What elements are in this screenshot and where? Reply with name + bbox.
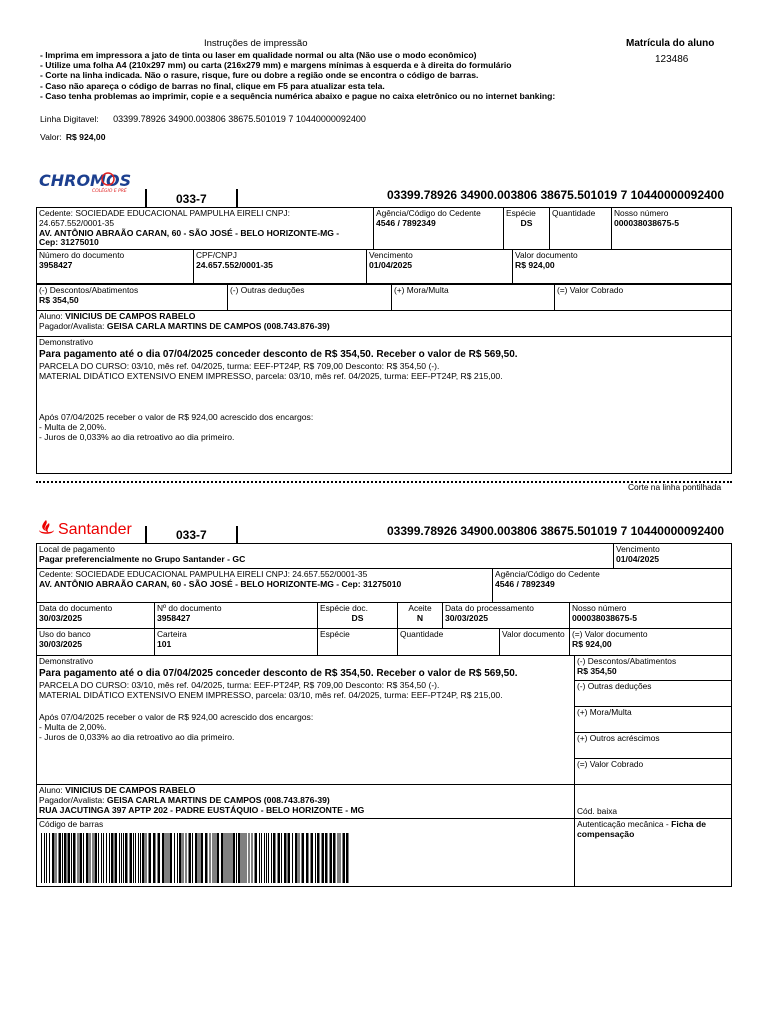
ficha-uso-banco	[37, 629, 155, 656]
recibo-demonstrativo	[36, 336, 732, 474]
value: 4546 / 7892349	[495, 578, 555, 589]
label: Quantidade	[552, 208, 596, 218]
ficha-especie-doc	[318, 603, 398, 629]
label: Vencimento	[369, 250, 413, 260]
label: Espécie	[320, 629, 350, 639]
label: Agência/Código do Cedente	[495, 569, 600, 579]
recibo-vencimento	[367, 250, 513, 284]
value: Pagar preferencialmente no Grupo Santander - GC	[39, 553, 246, 564]
value: 01/04/2025	[369, 259, 413, 270]
value: R$ 924,00	[515, 259, 555, 270]
value: DS	[520, 217, 533, 228]
chromos-logo-text: CHROMOS	[39, 171, 132, 190]
value: 000038038675-5	[614, 217, 679, 228]
ficha-row4	[36, 628, 732, 656]
chromos-logo-sub: COLÉGIO E PRÉ	[92, 189, 127, 194]
instruction-line: - Caso não apareça o código de barras no final, clique em F5 para atualizar esta tela.	[40, 80, 385, 91]
instruction-line: - Caso tenha problemas ao imprimir, copie e a sequência numérica abaixo e pague no caixa eletrônico ou no internet banking:	[40, 90, 556, 101]
ficha-pagador	[36, 784, 732, 819]
ficha-descontos	[575, 656, 732, 681]
cedente-cep: Cep: 31275010	[39, 237, 99, 248]
recibo-table-row3	[36, 284, 732, 311]
recibo-especie	[504, 208, 550, 250]
santander-flame-icon	[38, 518, 142, 540]
recibo-quantidade	[550, 208, 612, 250]
value: 01/04/2025	[616, 553, 660, 564]
label: Valor documento	[515, 250, 578, 260]
demo-multa: - Multa de 2,00%.	[39, 722, 107, 733]
recibo-numdoc	[37, 250, 194, 284]
ficha-cobrado	[575, 759, 732, 785]
recibo-cobrado	[555, 285, 732, 311]
ficha-aceite	[398, 603, 443, 629]
label: (=) Valor Cobrado	[557, 285, 624, 295]
ficha-agencia	[493, 569, 732, 603]
ficha-bank-code: 033-7	[176, 528, 207, 542]
label: Valor documento	[502, 629, 565, 639]
instruction-line: - Utilize uma folha A4 (210x297 mm) ou carta (216x279 mm) e margens mínimas à esquerda e à direita do formulário	[40, 60, 512, 71]
cedente-name: SOCIEDADE EDUCACIONAL PAMPULHA EIRELI CNPJ: 24.657.552/0001-35	[75, 569, 368, 579]
label: Aluno:	[39, 785, 63, 795]
pagador-address: RUA JACUTINGA 397 APTP 202 - PADRE EUSTÁQUIO - BELO HORIZONTE - MG	[39, 804, 365, 815]
demo-multa: - Multa de 2,00%.	[39, 422, 107, 433]
cedente-cnpj: 24.657.552/0001-35	[39, 217, 114, 228]
ficha-acrescimos	[575, 733, 732, 759]
santander-logo	[38, 518, 142, 545]
valor-label: Valor:	[40, 132, 62, 142]
ficha-quantidade	[398, 629, 500, 656]
value: R$ 924,00	[572, 638, 612, 649]
ficha-valor-doc-total	[570, 629, 732, 656]
recibo-cpf	[194, 250, 367, 284]
recibo-aluno	[36, 310, 732, 337]
label: CPF/CNPJ	[196, 250, 237, 260]
label: Espécie	[506, 208, 536, 218]
label: Vencimento	[616, 544, 660, 554]
recibo-nosso-numero	[612, 208, 732, 250]
recibo-outras	[228, 285, 392, 311]
demo-line: PARCELA DO CURSO: 03/10, mês ref. 04/2025, turma: EEF-PT24P, R$ 709,00 Desconto: R$ 354,50 (-).	[39, 360, 440, 371]
label: Data do processamento	[445, 603, 534, 613]
value: DS	[351, 612, 364, 623]
ficha-mora	[575, 707, 732, 733]
value: 30/03/2025	[39, 612, 83, 623]
recibo-table	[36, 207, 732, 250]
demo-line: MATERIAL DIDÁTICO EXTENSIVO ENEM IMPRESSO, parcela: 03/10, mês ref. 04/2025, turma: EEF-PT24P, R$ 215,00.	[39, 370, 503, 381]
cedente-name: SOCIEDADE EDUCACIONAL PAMPULHA EIRELI CNPJ:	[75, 208, 290, 218]
ficha-linha: 03399.78926 34900.003806 38675.501019 7 10440000092400	[387, 524, 725, 538]
separator	[145, 189, 147, 207]
label: Agência/Código do Cedente	[376, 208, 481, 218]
matricula-value: 123486	[655, 54, 689, 65]
ficha-especie	[318, 629, 398, 656]
label: Autenticação mecânica -	[577, 819, 669, 829]
value: 000038038675-5	[572, 612, 637, 623]
ficha-demo-cell	[37, 656, 575, 785]
ficha-pagador-cell	[37, 785, 575, 819]
pagador-name: GEISA CARLA MARTINS DE CAMPOS (008.743.876-39)	[106, 320, 330, 331]
value: 101	[157, 638, 172, 649]
label: Aluno:	[39, 311, 63, 321]
cedente-address: AV. ANTÔNIO ABRAÃO CARAN, 60 - SÃO JOSÉ - BELO HORIZONTE-MG - Cep: 31275010	[39, 578, 402, 589]
ficha-outras	[575, 681, 732, 707]
recibo-mora	[392, 285, 555, 311]
label: Espécie doc.	[320, 603, 368, 613]
recibo-cedente	[37, 208, 374, 250]
recibo-aluno-cell	[37, 311, 732, 337]
demo-juros: - Juros de 0,033% ao dia retroativo ao dia primeiro.	[39, 731, 235, 742]
separator	[145, 526, 147, 544]
label: Número do documento	[39, 250, 125, 260]
label: Demonstrativo	[39, 337, 93, 347]
label: Demonstrativo	[39, 656, 93, 666]
label: (+) Outros acréscimos	[577, 733, 660, 743]
ficha-nosso-numero	[570, 603, 732, 629]
value: R$ 354,50	[577, 665, 617, 676]
demo-after: Após 07/04/2025 receber o valor de R$ 924,00 acrescido dos encargos:	[39, 712, 314, 723]
ficha-local	[36, 543, 732, 569]
ficha-valor-doc	[500, 629, 570, 656]
value: 3958427	[39, 259, 73, 270]
value: 24.657.552/0001-35	[196, 259, 273, 270]
instructions-title: Instruções de impressão	[204, 38, 308, 49]
ficha-autenticacao	[575, 819, 732, 887]
value: 30/03/2025	[445, 612, 489, 623]
ficha-data-doc	[37, 603, 155, 629]
label: Carteira	[157, 629, 187, 639]
label: Data do documento	[39, 603, 113, 613]
pagador-name: GEISA CARLA MARTINS DE CAMPOS (008.743.876-39)	[106, 794, 330, 805]
chromos-logo	[38, 170, 142, 199]
instructions-list	[40, 50, 555, 101]
ficha-row3	[36, 602, 732, 629]
label: (+) Mora/Multa	[577, 707, 632, 717]
ficha-compensacao-label: Ficha de compensação	[577, 819, 706, 839]
label: (-) Outras deduções	[230, 285, 305, 295]
label: Quantidade	[400, 629, 444, 639]
valor	[40, 132, 105, 142]
separator	[236, 189, 238, 207]
demo-after: Após 07/04/2025 receber o valor de R$ 924,00 acrescido dos encargos:	[39, 412, 314, 423]
recibo-bank-code: 033-7	[176, 192, 207, 206]
ficha-carteira	[155, 629, 318, 656]
santander-name: Santander	[58, 521, 132, 538]
ficha-cod-baixa	[575, 785, 732, 819]
instruction-line: - Imprima em impressora a jato de tinta ou laser em qualidade normal ou alta (Não use o modo econômico)	[40, 50, 477, 60]
demo-line: PARCELA DO CURSO: 03/10, mês ref. 04/2025, turma: EEF-PT24P, R$ 709,00 Desconto: R$ 354,50 (-).	[39, 679, 440, 690]
recibo-table-row2	[36, 249, 732, 284]
linha-digitavel	[40, 114, 366, 124]
ficha-local-cell	[37, 544, 614, 569]
recibo-linha: 03399.78926 34900.003806 38675.501019 7 10440000092400	[387, 188, 725, 202]
label: Local de pagamento	[39, 544, 115, 554]
label: (+) Mora/Multa	[394, 285, 449, 295]
label: Nosso número	[572, 603, 627, 613]
cedente-address: AV. ANTÔNIO ABRAÃO CARAN, 60 - SÃO JOSÉ - BELO HORIZONTE-MG -	[39, 227, 340, 238]
label: (-) Descontos/Abatimentos	[577, 656, 677, 666]
label: Nº do documento	[157, 603, 222, 613]
ficha-cedente	[36, 568, 732, 603]
value: N	[416, 612, 424, 623]
label: (-) Descontos/Abatimentos	[39, 285, 139, 295]
aluno-name: VINICIUS DE CAMPOS RABELO	[65, 311, 196, 321]
linha-digitavel-label: Linha Digitavel:	[40, 114, 99, 124]
label: Cedente:	[39, 569, 73, 579]
cut-line-label: Corte na linha pontilhada	[628, 482, 722, 492]
separator	[236, 526, 238, 544]
demo-headline: Para pagamento até o dia 07/04/2025 conceder desconto de R$ 354,50. Receber o valor de R$ 569,50.	[39, 348, 518, 360]
label: Cód. baixa	[577, 806, 618, 817]
aluno-name: VINICIUS DE CAMPOS RABELO	[65, 785, 196, 795]
ficha-cedente-cell	[37, 569, 493, 603]
ficha-num-doc	[155, 603, 318, 629]
demo-juros: - Juros de 0,033% ao dia retroativo ao dia primeiro.	[39, 431, 235, 442]
label: Pagador/Avalista:	[39, 794, 105, 805]
ficha-demo-block	[36, 655, 732, 785]
matricula-label: Matrícula do aluno	[626, 38, 715, 49]
label: (=) Valor Cobrado	[577, 759, 644, 769]
label: (=) Valor documento	[572, 629, 648, 639]
ficha-data-proc	[443, 603, 570, 629]
label: Código de barras	[39, 819, 104, 829]
recibo-valor-doc	[513, 250, 732, 284]
chromos-logo-icon	[38, 170, 142, 194]
instruction-line: - Corte na linha indicada. Não o rasure, risque, fure ou dobre a região onde se encontra o código de barras.	[40, 70, 479, 81]
label: Cedente:	[39, 208, 73, 218]
recibo-descontos	[37, 285, 228, 311]
valor-value: R$ 924,00	[65, 132, 106, 142]
linha-digitavel-value[interactable]: 03399.78926 34900.003806 38675.501019 7 10440000092400	[113, 114, 366, 124]
demo-line: MATERIAL DIDÁTICO EXTENSIVO ENEM IMPRESSO, parcela: 03/10, mês ref. 04/2025, turma: EEF-PT24P, R$ 215,00.	[39, 689, 503, 700]
value: R$ 354,50	[39, 294, 79, 305]
barcode-icon	[41, 833, 351, 883]
demo-headline: Para pagamento até o dia 07/04/2025 conceder desconto de R$ 354,50. Receber o valor de R$ 569,50.	[39, 667, 518, 679]
value: 3958427	[157, 612, 191, 623]
value: 4546 / 7892349	[376, 217, 436, 228]
label: Uso do banco	[39, 629, 91, 639]
recibo-demo-cell	[37, 337, 732, 474]
label: Nosso número	[614, 208, 669, 218]
label: (-) Outras deduções	[577, 681, 652, 691]
recibo-agencia	[374, 208, 504, 250]
label: Pagador/Avalista:	[39, 320, 105, 331]
ficha-vencimento	[614, 544, 732, 569]
label: Aceite	[408, 603, 432, 613]
value: 30/03/2025	[39, 638, 83, 649]
